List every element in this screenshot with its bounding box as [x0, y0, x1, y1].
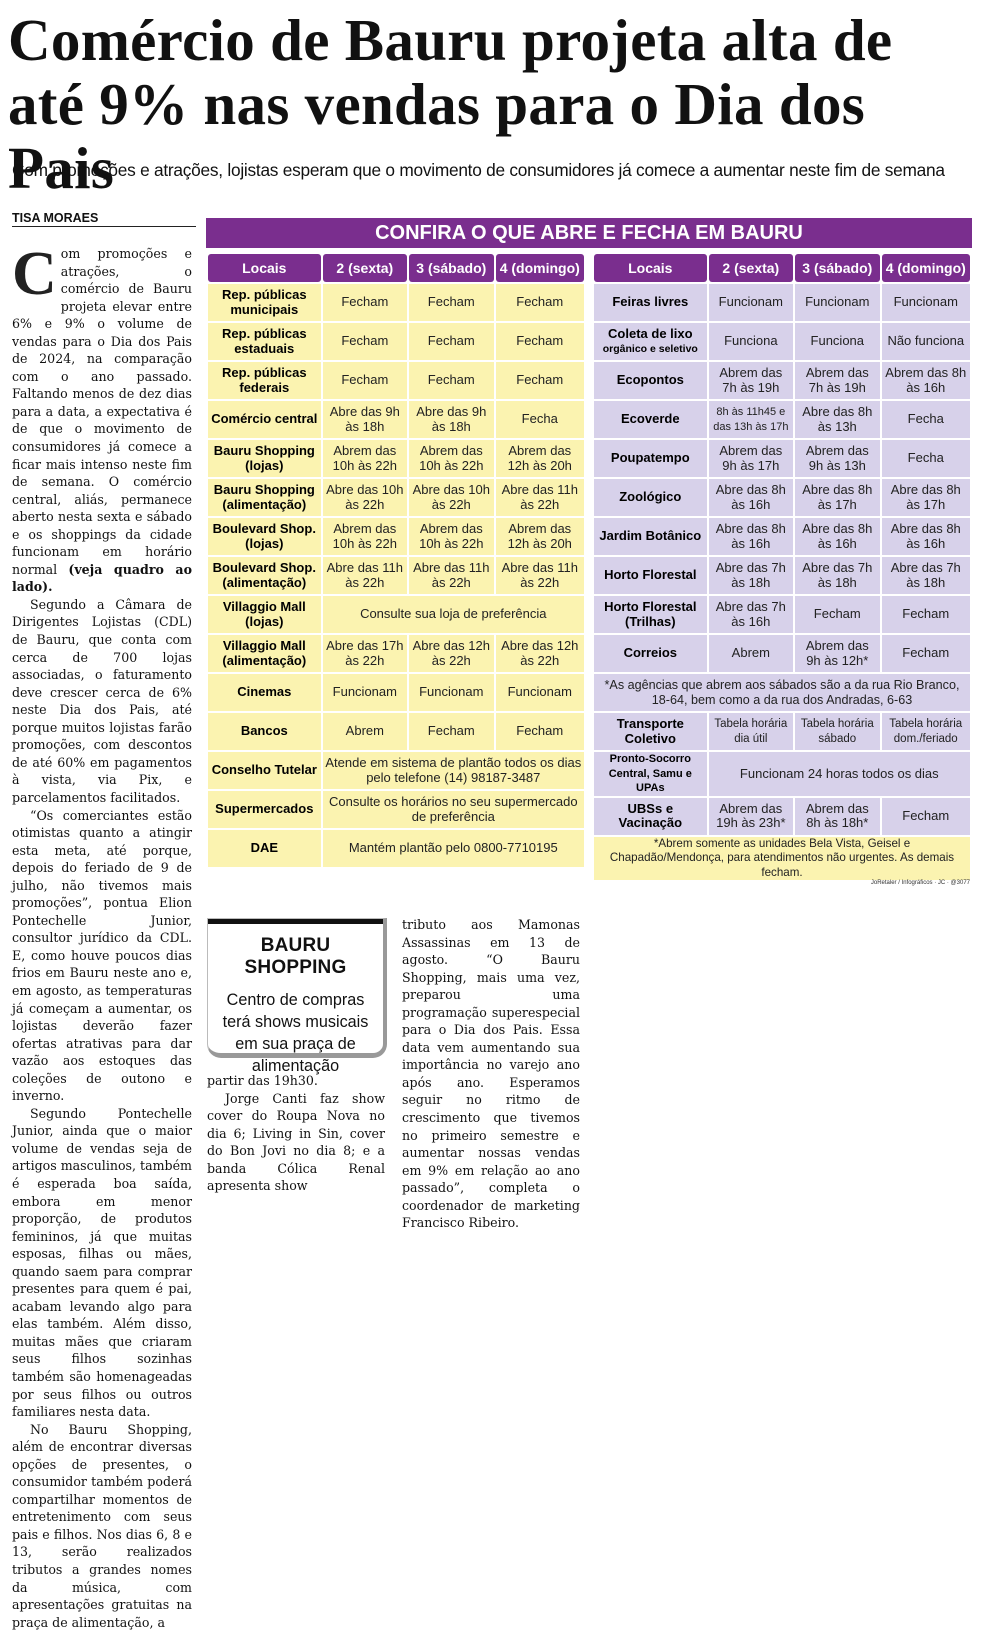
article-paragraph: Jorge Canti faz show cover do Roupa Nova no dia 6; Living in Sin, cover do Bon Jovi no dia 8; e a banda Cólica Renal apresenta show: [207, 1090, 385, 1194]
table-row: [594, 401, 970, 438]
table-cell: Abre das 17h às 22h: [323, 635, 407, 672]
table-cell: Abre das 8h às 17h: [795, 479, 879, 516]
table-row: [208, 791, 584, 828]
table-cell: Abre das 8h às 17h: [882, 479, 971, 516]
place-label: Supermercados: [208, 791, 321, 828]
table-cell: Abre das 11h às 22h: [409, 557, 493, 594]
subtitle: Com promoções e atrações, lojistas esperam que o movimento de consumidores já comece a aumentar neste fim de semana: [12, 160, 945, 180]
table-cell: Funcionam: [795, 284, 879, 321]
schedule-table-right: [592, 252, 972, 882]
table-cell: Funcionam: [496, 674, 585, 711]
table-cell: Funcionam: [882, 284, 971, 321]
table-cell: Abrem das 9h às 17h: [709, 440, 793, 477]
table-cell: Abre das 8h às 16h: [709, 518, 793, 555]
article-paragraph: “Os comerciantes estão otimistas quanto a atingir esta meta, até porque, depois do feriado de 9 de julho, não tivemos mais promoções”, pontua Elion Pontechelle Junior, consultor jurídico da CDL. E, como houve poucos dias frios em Bauru neste ano e, em agosto, as temperaturas já começam a aumentar, os lojistas deverão fazer ofertas atrativas para dar vazão aos estoques das coleções de outono e inverno.: [12, 807, 192, 1104]
schedule-infographic: [206, 218, 972, 888]
table-cell: Funcionam: [709, 284, 793, 321]
table-cell: Abrem: [709, 635, 793, 672]
table-cell: Abrem das 10h às 22h: [409, 518, 493, 555]
table-cell: Fecham: [496, 362, 585, 399]
table-row: [594, 713, 970, 750]
table-row: [594, 798, 970, 835]
table-cell: Fecha: [496, 401, 585, 438]
table-cell: Fecham: [496, 713, 585, 750]
table-cell: Abre das 7h às 16h: [709, 596, 793, 633]
place-label: Coleta de lixo orgânico e seletivo: [594, 323, 707, 360]
place-label: Ecoverde: [594, 401, 707, 438]
table-row: [208, 518, 584, 555]
place-label: Rep. públicas municipais: [208, 284, 321, 321]
place-label: Poupatempo: [594, 440, 707, 477]
table-row: [594, 440, 970, 477]
article-paragraph: Com promoções e atrações, o comércio de Bauru projeta elevar entre 6% e 9% o volume de vendas para o Dia dos Pais de 2024, na comparação com o ano passado. Faltando menos de dez dias para a data, a expectativa é de que o movimento de consumidores já comece a ficar mais intenso neste fim de semana. O comércio central, aliás, permanece aberto nesta sexta e sábado e os shoppings da cidade funcionam em horário normal (veja quadro ao lado).: [12, 240, 192, 595]
table-cell: Fecham: [409, 713, 493, 750]
place-label: UBSs e Vacinação: [594, 798, 707, 835]
sidebox-text: Centro de compras terá shows musicais em sua praça de alimentação: [222, 991, 369, 1075]
table-cell: Abre das 12h às 22h: [496, 635, 585, 672]
drop-cap: C: [12, 240, 57, 308]
table-title: CONFIRA O QUE ABRE E FECHA EM BAURU: [206, 218, 972, 248]
table-cell: Tabela horária sábado: [795, 713, 879, 750]
sidebox: [207, 918, 387, 1075]
table-cell: Fecham: [323, 284, 407, 321]
table-cell: Consulte os horários no seu supermercado de preferência: [323, 791, 584, 828]
column-header: 2 (sexta): [709, 254, 793, 282]
column-header: 4 (domingo): [496, 254, 585, 282]
table-row: [208, 557, 584, 594]
table-cell: Abre das 8h às 16h: [795, 518, 879, 555]
table-cell: Fecham: [409, 323, 493, 360]
table-row: [208, 752, 584, 789]
table-cell: Não funciona: [882, 323, 971, 360]
place-label: Bauru Shopping (alimentação): [208, 479, 321, 516]
table-cell: Abre das 8h às 13h: [795, 401, 879, 438]
footnote: *As agências que abrem aos sábados são a da rua Rio Branco, 18-64, bem como a da rua dos Andradas, 6-63: [594, 674, 970, 711]
table-cell: Abrem das 7h às 19h: [795, 362, 879, 399]
table-cell: Abrem das 10h às 22h: [323, 518, 407, 555]
column-header: 2 (sexta): [323, 254, 407, 282]
place-label: Horto Florestal: [594, 557, 707, 594]
place-label: Zoológico: [594, 479, 707, 516]
table-row: [208, 635, 584, 672]
table-cell: Abre das 11h às 22h: [496, 479, 585, 516]
schedule-table-left: [206, 252, 586, 869]
article-paragraph: No Bauru Shopping, além de encontrar diversas opções de presentes, o consumidor também poderá compartilhar momentos de entretenimento com seus pais e filhos. Nos dias 6, 8 e 13, serão realizados tributos a grandes nomes da música, com apresentações gratuitas na praça de alimentação, a: [12, 1421, 192, 1630]
table-row: [208, 440, 584, 477]
article-column-3: [402, 916, 580, 1232]
table-cell: Abrem das 9h às 13h: [795, 440, 879, 477]
place-label: DAE: [208, 830, 321, 867]
table-row: [208, 479, 584, 516]
article-paragraph: Segundo a Câmara de Dirigentes Lojistas (CDL) de Bauru, que conta com cerca de 700 lojas associadas, o faturamento deve crescer cerca de 6% neste Dia dos Pais, até porque muitos lojistas farão promoções, com descontos de até 60% em pagamentos à vista, via Pix, e parcelamentos facilitados.: [12, 596, 192, 805]
table-cell: Abre das 7h às 18h: [709, 557, 793, 594]
place-label: Pronto-Socorro Central, Samu e UPAs: [594, 752, 707, 796]
table-row: [594, 635, 970, 672]
table-cell: Funcionam: [409, 674, 493, 711]
table-row: [594, 323, 970, 360]
place-label: Bancos: [208, 713, 321, 750]
place-label: Villaggio Mall (lojas): [208, 596, 321, 633]
table-row: [594, 557, 970, 594]
table-cell: Abrem das 8h às 16h: [882, 362, 971, 399]
table-cell: Abre das 11h às 22h: [323, 557, 407, 594]
table-cell: Abrem das 9h às 12h*: [795, 635, 879, 672]
table-cell: Abrem das 7h às 19h: [709, 362, 793, 399]
table-note: [594, 674, 970, 711]
table-row: [208, 284, 584, 321]
table-row: [594, 362, 970, 399]
table-cell: Fecha: [882, 401, 971, 438]
table-cell: Abre das 8h às 16h: [709, 479, 793, 516]
table-cell: Fecham: [795, 596, 879, 633]
place-label: Boulevard Shop. (lojas): [208, 518, 321, 555]
table-cell: Abre das 10h às 22h: [323, 479, 407, 516]
table-cell: Fecham: [882, 596, 971, 633]
place-label: Horto Florestal (Trilhas): [594, 596, 707, 633]
table-row: [208, 674, 584, 711]
table-cell: Fecham: [496, 284, 585, 321]
table-cell: Consulte sua loja de preferência: [323, 596, 584, 633]
table-cell: Abrem das 19h às 23h*: [709, 798, 793, 835]
table-cell: Funciona: [709, 323, 793, 360]
table-note: [594, 837, 970, 881]
table-row: [594, 752, 970, 796]
table-cell: Abre das 10h às 22h: [409, 479, 493, 516]
article-paragraph: Segundo Pontechelle Junior, ainda que o maior volume de vendas seja de artigos masculinos, também é esperada boa saída, embora em menor proporção, de produtos femininos, já que muitas esposas, filhas ou mães, quando saem para comprar presentes para quem é pai, acabam levando algo para elas também. Além disso, muitas mães que criaram seus filhos sozinhas também são homenageadas por seus filhos ou outros familiares nesta data.: [12, 1105, 192, 1420]
place-label: Feiras livres: [594, 284, 707, 321]
table-cell: Abre das 7h às 18h: [795, 557, 879, 594]
table-cell: Abre das 9h às 18h: [323, 401, 407, 438]
table-cell: Fecha: [882, 440, 971, 477]
place-label: Rep. públicas federais: [208, 362, 321, 399]
column-header: Locais: [208, 254, 321, 282]
table-cell: Fecham: [323, 323, 407, 360]
sidebox-kicker: BAURU SHOPPING: [244, 935, 347, 978]
table-row: [208, 596, 584, 633]
table-cell: Fecham: [409, 362, 493, 399]
column-header: Locais: [594, 254, 707, 282]
table-cell: Abre das 11h às 22h: [496, 557, 585, 594]
table-cell: Mantém plantão pelo 0800-7710195: [323, 830, 584, 867]
place-label: Villaggio Mall (alimentação): [208, 635, 321, 672]
table-row: [594, 284, 970, 321]
table-cell: Abre das 12h às 22h: [409, 635, 493, 672]
table-cell: Abrem das 12h às 20h: [496, 440, 585, 477]
table-cell: Atende em sistema de plantão todos os dias pelo telefone (14) 98187-3487: [323, 752, 584, 789]
table-cell: Funcionam: [323, 674, 407, 711]
table-row: [594, 518, 970, 555]
headline: Comércio de Bauru projeta alta de até 9% nas vendas para o Dia dos Pais: [8, 7, 893, 201]
place-label: Jardim Botânico: [594, 518, 707, 555]
table-cell: Abrem das 10h às 22h: [323, 440, 407, 477]
table-row: [208, 401, 584, 438]
table-row: [208, 830, 584, 867]
table-cell: 8h às 11h45 e das 13h às 17h: [709, 401, 793, 438]
article-paragraph: tributo aos Mamonas Assassinas em 13 de agosto. “O Bauru Shopping, mais uma vez, preparou uma programação superespecial para o Dia dos Pais. Essa data vem aumentando sua importância no varejo ano após ano. Esperamos seguir no ritmo de crescimento que tivemos no primeiro semestre e aumentar nossas vendas em 9% em relação ao ano passado”, completa o coordenador de marketing Francisco Ribeiro.: [402, 917, 580, 1231]
article-column-2: [207, 1072, 385, 1195]
table-row: [594, 479, 970, 516]
table-cell: Abre das 8h às 16h: [882, 518, 971, 555]
article-paragraph: partir das 19h30.: [207, 1073, 318, 1088]
place-label: Transporte Coletivo: [594, 713, 707, 750]
infographic-credit: JoRetaler / Infográficos · JC · @3077: [870, 880, 970, 886]
table-cell: Funcionam 24 horas todos os dias: [709, 752, 970, 796]
table-cell: Tabela horária dia útil: [709, 713, 793, 750]
table-cell: Abre das 9h às 18h: [409, 401, 493, 438]
column-header: 3 (sábado): [795, 254, 879, 282]
table-cell: Abrem: [323, 713, 407, 750]
table-row: [208, 362, 584, 399]
table-cell: Abre das 7h às 18h: [882, 557, 971, 594]
place-label: Rep. públicas estaduais: [208, 323, 321, 360]
table-cell: Fecham: [409, 284, 493, 321]
place-label: Cinemas: [208, 674, 321, 711]
place-label: Ecopontos: [594, 362, 707, 399]
table-row: [208, 323, 584, 360]
place-label: Comércio central: [208, 401, 321, 438]
article-column-1: [12, 240, 192, 1631]
table-cell: Abrem das 10h às 22h: [409, 440, 493, 477]
table-cell: Abrem das 12h às 20h: [496, 518, 585, 555]
column-header: 3 (sábado): [409, 254, 493, 282]
footnote: *Abrem somente as unidades Bela Vista, Geisel e Chapadão/Mendonça, para atendimentos não urgentes. As demais fecham.: [594, 837, 970, 881]
table-cell: Tabela horária dom./feriado: [882, 713, 971, 750]
place-label: Correios: [594, 635, 707, 672]
table-cell: Fecham: [496, 323, 585, 360]
table-row: [594, 596, 970, 633]
table-cell: Fecham: [323, 362, 407, 399]
table-cell: Fecham: [882, 635, 971, 672]
table-row: [208, 713, 584, 750]
table-cell: Funciona: [795, 323, 879, 360]
column-header: 4 (domingo): [882, 254, 971, 282]
place-label: Bauru Shopping (lojas): [208, 440, 321, 477]
place-label: Conselho Tutelar: [208, 752, 321, 789]
byline: TISA MORAES: [12, 211, 196, 227]
table-cell: Fecham: [882, 798, 971, 835]
table-cell: Abrem das 8h às 18h*: [795, 798, 879, 835]
place-label: Boulevard Shop. (alimentação): [208, 557, 321, 594]
